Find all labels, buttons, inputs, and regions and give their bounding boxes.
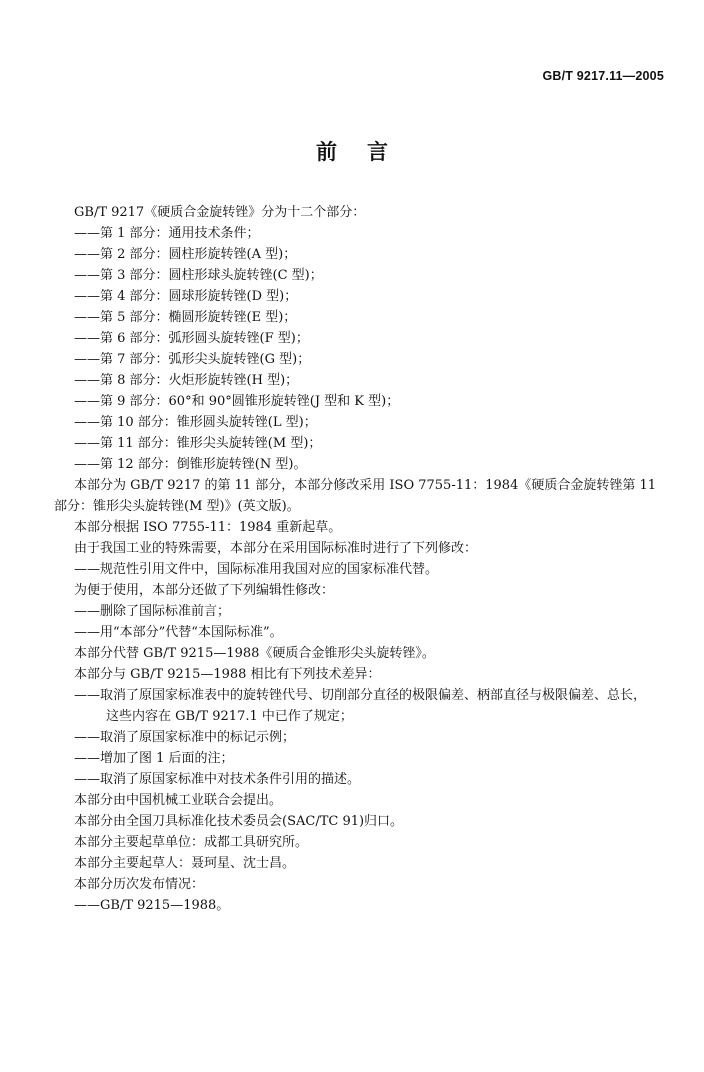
list-item: ——第 1 部分：通用技术条件； <box>74 226 260 241</box>
intro-text: GB/T 9217《硬质合金旋转锉》分为十二个部分： <box>74 205 366 220</box>
drafters-text: 本部分主要起草人：聂珂星、沈士昌。 <box>74 856 296 871</box>
list-item: ——增加了图 1 后面的注； <box>74 751 234 766</box>
adopt-text-b: 第 11 <box>622 478 657 493</box>
list-item: ——第 9 部分：60°和 90°圆锥形旋转锉(J 型和 K 型)； <box>74 394 400 409</box>
adopt-paragraph-line2: 部分：锥形尖头旋转锉(M 型)》(英文版)。 <box>54 499 300 514</box>
list-item: ——GB/T 9215—1988。 <box>74 898 230 913</box>
list-item: ——取消了原国家标准中的标记示例； <box>74 730 296 745</box>
proposed-text: 本部分由中国机械工业联合会提出。 <box>74 793 283 808</box>
list-item: ——删除了国际标准前言； <box>74 604 231 619</box>
list-item: ——第 10 部分：锥形圆头旋转锉(L 型)； <box>74 415 317 430</box>
list-item: ——第 6 部分：弧形圆头旋转锉(F 型)； <box>74 331 309 346</box>
list-item: ——第 7 部分：弧形尖头旋转锉(G 型)； <box>74 352 311 367</box>
modify-intro: 由于我国工业的特殊需要，本部分在采用国际标准时进行了下列修改： <box>74 541 478 556</box>
list-item: ——第 12 部分：倒锥形旋转锉(N 型)。 <box>74 457 307 472</box>
list-item: ——第 4 部分：圆球形旋转锉(D 型)； <box>74 289 298 304</box>
list-item: ——用“本部分”代替“本国际标准”。 <box>74 625 283 640</box>
history-intro: 本部分历次发布情况： <box>74 877 205 892</box>
list-item: ——取消了原国家标准中对技术条件引用的描述。 <box>74 772 361 787</box>
centralized-text: 本部分由全国刀具标准化技术委员会(SAC/TC 91)归口。 <box>74 814 404 829</box>
adopt-paragraph-line1 <box>74 477 657 495</box>
redraft-text: 本部分根据 ISO 7755-11：1984 重新起草。 <box>74 520 342 535</box>
list-item: ——取消了原国家标准表中的旋转锉代号、切削部分直径的极限偏差、柄部直径与极限偏差、总长， <box>74 688 647 703</box>
list-item: ——第 3 部分：圆柱形球头旋转锉(C 型)； <box>74 268 323 283</box>
list-item: ——第 2 部分：圆柱形旋转锉(A 型)； <box>74 247 297 262</box>
edit-intro: 为便于使用，本部分还做了下列编辑性修改： <box>74 583 335 598</box>
standard-number: GB/T 9217.11—2005 <box>542 69 664 83</box>
replaces-text: 本部分代替 GB/T 9215—1988《硬质合金锥形尖头旋转锉》。 <box>74 646 435 661</box>
list-item: ——第 5 部分：椭圆形旋转锉(E 型)； <box>74 310 297 325</box>
drafting-unit-text: 本部分主要起草单位：成都工具研究所。 <box>74 835 309 850</box>
adopt-text-a: 本部分为 GB/T 9217 的第 11 部分，本部分修改采用 ISO 7755-11：1984《硬质合金旋转锉 <box>74 478 623 493</box>
list-item: ——规范性引用文件中，国际标准用我国对应的国家标准代替。 <box>74 562 439 577</box>
page-title: 前言 <box>316 140 418 164</box>
diff-intro: 本部分与 GB/T 9215—1988 相比有下列技术差异： <box>74 667 381 682</box>
list-item-continuation: 这些内容在 GB/T 9217.1 中已作了规定； <box>106 709 353 724</box>
list-item: ——第 8 部分：火炬形旋转锉(H 型)； <box>74 373 299 388</box>
list-item: ——第 11 部分：锥形尖头旋转锉(M 型)； <box>74 436 322 451</box>
